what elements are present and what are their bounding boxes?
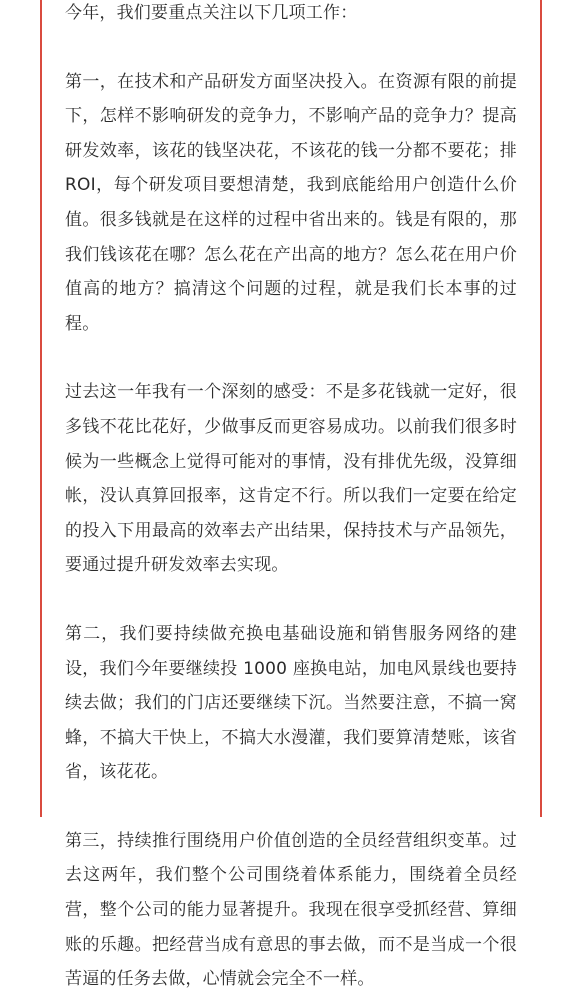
left-border-line	[40, 0, 42, 817]
intro-paragraph: 今年，我们要重点关注以下几项工作：	[65, 3, 358, 23]
paragraph-third-priority: 第三，持续推行围绕用户价值创造的全员经营组织变革。过去这两年，我们整个公司围绕着体系能力，围绕着全员经营，整个公司的能力显著提升。我现在很享受抓经营、算细账的乐趣。把经营当成有意思的事去做，而不是当成一个很苦逼的任务去做，心情就会完全不一样。	[65, 830, 517, 990]
paragraph-reflection: 过去这一年我有一个深刻的感受：不是多花钱就一定好，很多钱不花比花好，少做事反而更容易成功。以前我们很多时候为一些概念上觉得可能对的事情，没有排优先级，没算细帐，没认真算回报率，这肯定不行。所以我们一定要在给定的投入下用最高的效率去产出结果，保持技术与产品领先，要通过提升研发效率去实现。	[65, 382, 517, 576]
paragraph-first-priority: 第一，在技术和产品研发方面坚决投入。在资源有限的前提下，怎样不影响研发的竞争力，不影响产品的竞争力？提高研发效率，该花的钱坚决花，不该花的钱一分都不要花；排 ROI，每个研发项目要想清楚，我到底能给用户创造什么价值。很多钱就是在这样的过程中省出来的。钱是有限的，那我们钱该花在哪？怎么花在产出高的地方？怎么花在用户价值高的地方？搞清这个问题的过程，就是我们长本事的过程。	[65, 71, 517, 334]
paragraph-second-priority: 第二，我们要持续做充换电基础设施和销售服务网络的建设，我们今年要继续投 1000 座换电站，加电风景线也要持续去做；我们的门店还要继续下沉。当然要注意，不搞一窝蜂，不搞大干快上，不搞大水漫灌，我们要算清楚账，该省省，该花花。	[65, 623, 517, 783]
article-body	[65, 0, 517, 997]
right-border-line	[540, 0, 542, 817]
